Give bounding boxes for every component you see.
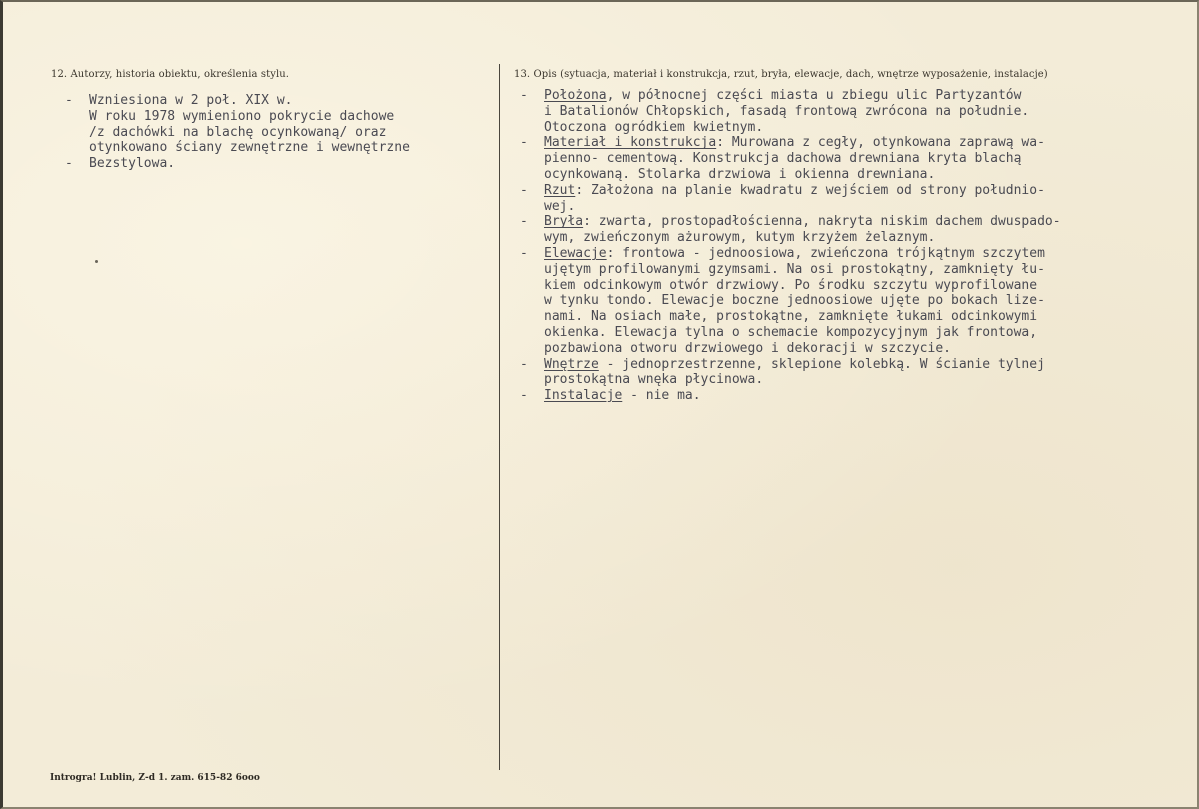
text-line: okienka. Elewacja tylna o schemacie kompozycyjnym jak frontowa,: [544, 324, 1038, 340]
text-line: ocynkowaną. Stolarka drzwiowa i okienna drewniana.: [544, 166, 936, 182]
text-line: w tynku tondo. Elewacje boczne jednoosiowe ujęte po bokach lize-: [544, 293, 1045, 309]
text-line: - nie ma.: [622, 388, 701, 404]
text-line: Otoczona ogródkiem kwietnym.: [544, 119, 764, 135]
term-label: Położona: [544, 88, 607, 103]
history-item: [65, 93, 410, 156]
text-line: : frontowa - jednoosiowa, zwieńczona trójkątnym szczytem: [606, 245, 1045, 261]
text-line: i Batalionów Chłopskich, fasadą frontową zwrócona na południe.: [544, 103, 1030, 119]
column-divider: [499, 64, 500, 770]
text-line: wej.: [544, 198, 576, 214]
text-line: pozbawiona otworu drzwiowego i dekoracji w szczycie.: [544, 340, 951, 356]
printer-footer: Introgra! Lublin, Z-d 1. zam. 615-82 6ooo: [50, 773, 260, 783]
term-label: Elewacje: [544, 245, 607, 261]
description-item: [520, 388, 1061, 404]
text-line: W roku 1978 wymieniono pokrycie dachowe: [89, 108, 395, 124]
text-line: /z dachówki na blachę ocynkowaną/ oraz: [89, 124, 387, 140]
term-label: Wnętrze: [544, 356, 599, 372]
description-item: [520, 183, 1061, 215]
text-line: : zwarta, prostopadłościenna, nakryta niskim dachem dwuspado-: [583, 214, 1061, 230]
ink-dot: [95, 260, 98, 263]
description-item: [520, 357, 1061, 389]
description-item: [520, 246, 1061, 357]
text-line: : Murowana z cegły, otynkowana zaprawą wa-: [716, 135, 1045, 151]
text-line: nami. Na osiach małe, prostokątne, zamknięte łukami odcinkowymi: [544, 309, 1038, 325]
text-line: kiem odcinkowym otwór drzwiowy. Po środku szczytu wyprofilowane: [544, 277, 1038, 293]
section-13-header: 13. Opis (sytuacja, materiał i konstrukcja, rzut, bryła, elewacje, dach, wnętrze wyposażenie, instalacje): [514, 69, 1048, 80]
text-line: - Bezstylowa.: [89, 156, 176, 172]
description-item: [520, 214, 1061, 246]
text-line: otynkowano ściany zewnętrzne i wewnętrzne: [89, 140, 410, 156]
text-line: pienno- cementową. Konstrukcja dachowa drewniana kryta blachą: [544, 151, 1022, 167]
text-line: : Założona na planie kwadratu z wejściem od strony południo-: [575, 182, 1045, 198]
term-label: Instalacje: [544, 388, 623, 404]
text-line: prostokątna wnęka płycinowa.: [544, 372, 764, 388]
text-line: - jednoprzestrzenne, sklepione kolebką. W ścianie tylnej: [598, 356, 1045, 372]
term-label: Bryła: [544, 214, 584, 230]
history-list: [65, 93, 410, 172]
text-line: wym, zwieńczonym ażurowym, kutym krzyżem żelaznym.: [544, 230, 936, 246]
text-line: - Wzniesiona w 2 poł. XIX w.: [89, 93, 293, 108]
section-12-header: 12. Autorzy, historia obiektu, określenia stylu.: [51, 69, 290, 80]
description-item: [520, 135, 1061, 182]
text-line: ujętym profilowanymi gzymsami. Na osi prostokątny, zamknięty łu-: [544, 261, 1045, 277]
term-label: Rzut: [544, 182, 576, 198]
description-item: [520, 88, 1061, 135]
term-label: Materiał i konstrukcja: [544, 135, 717, 151]
description-list: [520, 88, 1061, 404]
text-line: , w północnej części miasta u zbiegu ulic Partyzantów: [606, 88, 1022, 103]
history-item: [65, 156, 410, 172]
